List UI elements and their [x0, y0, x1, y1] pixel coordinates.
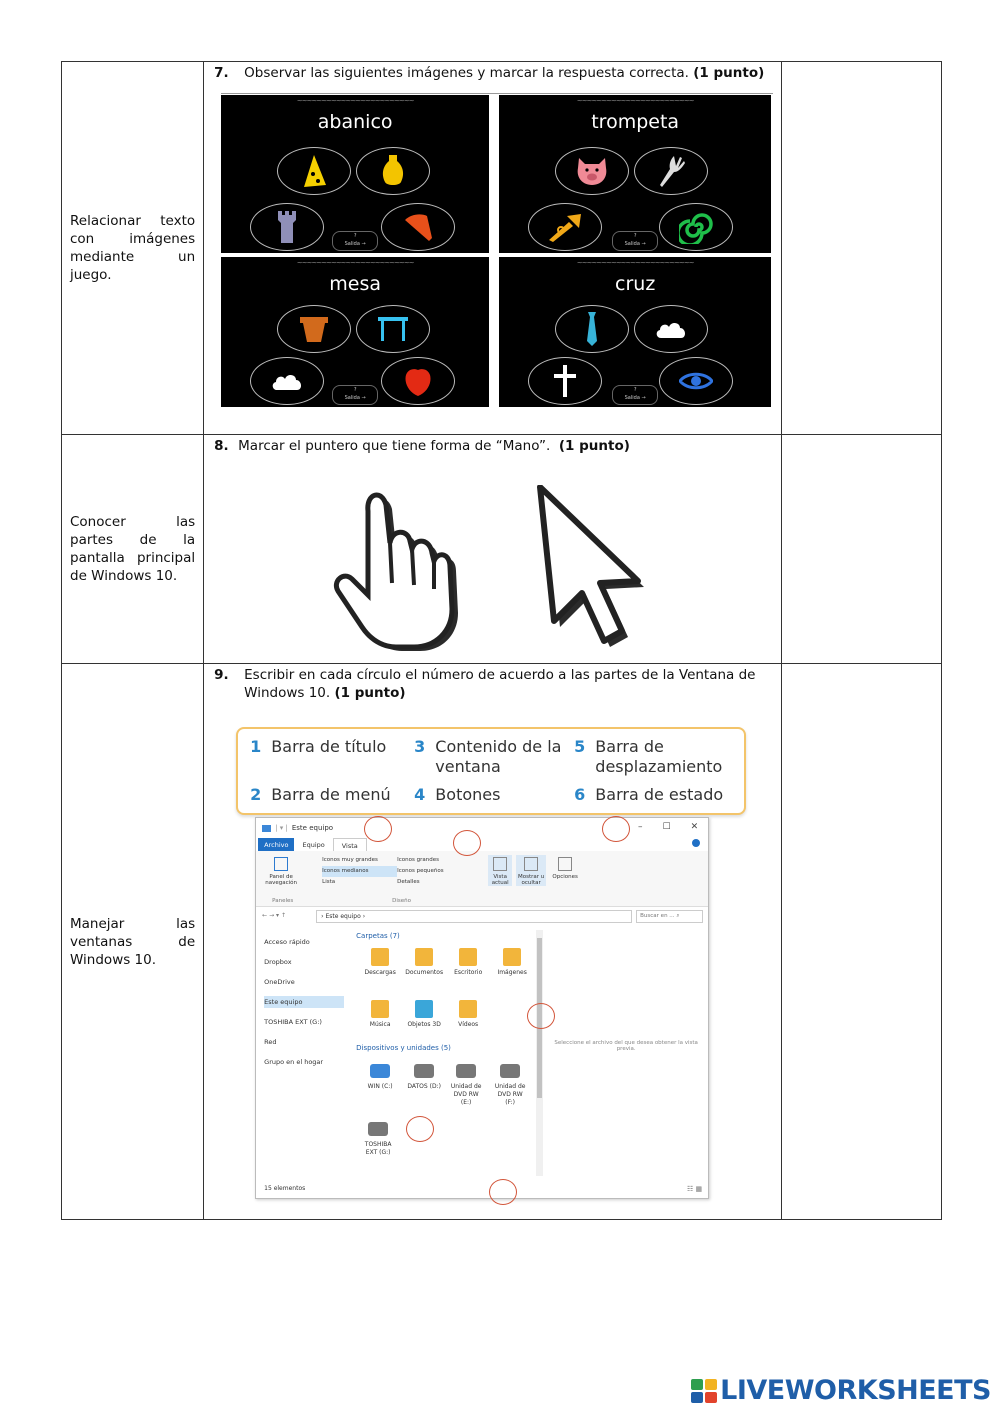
- address-bar[interactable]: › Este equipo ›: [316, 910, 632, 923]
- option-pig[interactable]: [555, 147, 629, 195]
- objective-text: Manejar las ventanas de Windows 10.: [70, 915, 196, 968]
- legend-item: 3 Contenido de la ventana: [414, 737, 562, 776]
- question-number: 7.: [214, 65, 229, 81]
- folder-icon: [371, 948, 389, 966]
- nav-item[interactable]: Red: [264, 1038, 277, 1046]
- devices-header[interactable]: Dispositivos y unidades (5): [356, 1044, 451, 1052]
- table-icon: [377, 316, 409, 342]
- nav-item[interactable]: Dropbox: [264, 958, 292, 966]
- folder-item[interactable]: Vídeos: [448, 1000, 488, 1029]
- objective-cell: [62, 435, 204, 664]
- fork-icon: [656, 154, 686, 188]
- drive-item[interactable]: Unidad de DVD RW (E:): [448, 1064, 484, 1107]
- salida-button[interactable]: ? Salida →: [332, 385, 378, 405]
- answer-circle[interactable]: [453, 830, 481, 856]
- game-panel-abanico: ~~~~~~~~~~~~~~~~~~~~~~~~ abanico ? Salida →: [221, 95, 489, 253]
- answer-circle[interactable]: [489, 1179, 517, 1205]
- search-icon: ⌕: [676, 913, 680, 919]
- question-text: Observar las siguientes imágenes y marcar la respuesta correcta.: [244, 65, 689, 81]
- drive-item[interactable]: Unidad de DVD RW (F:): [492, 1064, 528, 1107]
- question-points: (1 punto): [334, 685, 406, 701]
- option-vase[interactable]: [356, 147, 430, 195]
- game-panel-trompeta: ~~~~~~~~~~~~~~~~~~~~~~~~ trompeta ? Salida →: [499, 95, 771, 253]
- answer-circle[interactable]: [602, 816, 630, 842]
- folder-icon: [503, 948, 521, 966]
- liveworksheets-logo-icon: [690, 1378, 718, 1404]
- legend-item: 1 Barra de título: [250, 737, 387, 756]
- brand-text: LIVEWORKSHEETS: [720, 1375, 991, 1406]
- nav-item[interactable]: Acceso rápido: [264, 938, 310, 946]
- tower-icon: [277, 210, 297, 244]
- panel-word: cruz: [615, 273, 656, 295]
- game-panels: [221, 93, 773, 407]
- folder-item[interactable]: Imágenes: [492, 948, 532, 977]
- title-bar: | ▾ | Este equipo: [262, 824, 333, 832]
- cloud-icon: [655, 319, 687, 339]
- dvd-icon: [456, 1064, 476, 1078]
- option-pot[interactable]: [277, 305, 351, 353]
- tab-equipo[interactable]: Equipo: [302, 841, 325, 849]
- ribbon: Panel de navegación Iconos muy grandes Iconos grandes Iconos medianos Iconos pequeños Lista Detalles Vista actual Mostrar u ocultar Opciones Paneles Diseño: [256, 851, 708, 907]
- option-cloud[interactable]: [634, 305, 708, 353]
- drive-icon: [414, 1064, 434, 1078]
- panel-word: trompeta: [591, 111, 680, 133]
- panel-word: abanico: [317, 111, 393, 133]
- drive-icon: [370, 1064, 390, 1078]
- question-points: (1 punto): [558, 438, 630, 454]
- game-panel-cruz: ~~~~~~~~~~~~~~~~~~~~~~~~ cruz ? Salida →: [499, 257, 771, 407]
- question-7: [204, 62, 781, 82]
- option-tower[interactable]: [250, 203, 324, 251]
- folders-header[interactable]: Carpetas (7): [356, 932, 400, 940]
- option-cheese[interactable]: [277, 147, 351, 195]
- option-trumpet[interactable]: [528, 203, 602, 251]
- drive-item[interactable]: TOSHIBA EXT (G:): [360, 1122, 396, 1157]
- maximize-icon[interactable]: ☐: [662, 822, 671, 832]
- layout-options: Iconos muy grandes Iconos grandes Iconos medianos Iconos pequeños Lista Detalles: [322, 857, 444, 885]
- eye-icon: [679, 371, 713, 391]
- explorer-window: [255, 817, 709, 1199]
- option-fan[interactable]: [381, 203, 455, 251]
- legend-item: 6 Barra de estado: [574, 785, 724, 804]
- objective-cell: [62, 664, 204, 1220]
- question-cell: [204, 62, 782, 435]
- objective-text: Conocer las partes de la pantalla principal de Windows 10.: [70, 514, 196, 584]
- window-title: Este equipo: [291, 824, 334, 832]
- search-input[interactable]: Buscar en ... ⌕: [636, 910, 703, 923]
- hand-pointer-icon[interactable]: [332, 485, 464, 655]
- option-fork[interactable]: [634, 147, 708, 195]
- option-eye[interactable]: [659, 357, 733, 405]
- option-table[interactable]: [356, 305, 430, 353]
- answer-circle[interactable]: [364, 816, 392, 842]
- panel-word: mesa: [329, 273, 382, 295]
- folder-icon: [371, 1000, 389, 1018]
- legend-item: 4 Botones: [414, 785, 501, 804]
- cloud-icon: [271, 371, 303, 391]
- question-row-8: [62, 435, 942, 664]
- cross-icon: [553, 364, 577, 398]
- nav-item[interactable]: Grupo en el hogar: [264, 1058, 324, 1066]
- salida-button[interactable]: ? Salida →: [332, 231, 378, 251]
- folder-item[interactable]: Escritorio: [448, 948, 488, 977]
- salida-button[interactable]: ? Salida →: [612, 231, 658, 251]
- worksheet-table: [61, 61, 942, 1220]
- fan-icon: [403, 212, 433, 242]
- drive-item[interactable]: DATOS (D:): [404, 1064, 444, 1091]
- question-cell: [204, 664, 782, 1220]
- spiral-icon: [679, 210, 713, 244]
- options-button[interactable]: Opciones: [550, 855, 580, 880]
- folder-icon: [415, 1000, 433, 1018]
- tab-vista[interactable]: Vista: [333, 838, 367, 853]
- option-strawberry[interactable]: [381, 357, 455, 405]
- preview-message: Seleccione el archivo del que desea obtener la vista previa.: [554, 1040, 698, 1052]
- strawberry-icon: [403, 365, 433, 397]
- objective-text: Relacionar texto con imágenes mediante un juego.: [70, 213, 196, 283]
- legend-item: 2 Barra de menú: [250, 785, 391, 804]
- nav-arrows[interactable]: ← → ▾ ↑: [262, 912, 286, 919]
- tab-archivo[interactable]: Archivo: [258, 838, 294, 853]
- folder-item[interactable]: Descargas: [360, 948, 400, 977]
- status-text: 15 elementos: [264, 1185, 306, 1192]
- close-icon[interactable]: ✕: [690, 822, 699, 832]
- answer-circle[interactable]: [527, 1003, 555, 1029]
- tie-icon: [584, 311, 600, 347]
- trumpet-icon: [547, 212, 583, 242]
- liveworksheets-logo: [690, 1375, 991, 1406]
- folder-icon: [459, 1000, 477, 1018]
- question-text: Marcar el puntero que tiene forma de “Mano”.: [238, 438, 551, 454]
- question-row-9: [62, 664, 942, 1220]
- folder-item[interactable]: Objetos 3D: [404, 1000, 444, 1029]
- drive-icon: [368, 1122, 388, 1136]
- question-cell: [204, 435, 782, 664]
- score-cell[interactable]: [781, 62, 941, 435]
- legend-item: 5 Barra de desplazamiento: [574, 737, 723, 776]
- option-cloud[interactable]: [250, 357, 324, 405]
- question-text: Escribir en cada círculo el número de acuerdo a las partes de la Ventana de Windows 10.: [244, 667, 756, 701]
- nav-item-selected[interactable]: Este equipo: [264, 996, 344, 1008]
- option-cross[interactable]: [528, 357, 602, 405]
- objective-cell: [62, 62, 204, 435]
- scrollbar[interactable]: [536, 930, 543, 1176]
- cheese-icon: [301, 154, 327, 188]
- navigation-pane-button[interactable]: Panel de navegación: [264, 857, 298, 886]
- score-cell[interactable]: [781, 664, 941, 1220]
- question-number: 9.: [214, 667, 229, 683]
- question-points: (1 punto): [693, 65, 765, 81]
- window-controls: [638, 822, 698, 832]
- view-toggle-icon[interactable]: ☷ ▦: [687, 1185, 703, 1193]
- question-8: [204, 435, 781, 455]
- option-spiral[interactable]: [659, 203, 733, 251]
- question-row-7: [62, 62, 942, 435]
- folder-icon: [459, 948, 477, 966]
- pot-icon: [299, 315, 329, 343]
- dvd-icon: [500, 1064, 520, 1078]
- pig-icon: [575, 156, 609, 186]
- legend-box: [236, 727, 746, 815]
- nav-item[interactable]: TOSHIBA EXT (G:): [264, 1018, 322, 1026]
- vase-icon: [381, 154, 405, 188]
- folder-item[interactable]: Documentos: [404, 948, 444, 977]
- drive-item[interactable]: WIN (C:): [360, 1064, 400, 1091]
- computer-icon: [262, 825, 271, 832]
- salida-button[interactable]: ? Salida →: [612, 385, 658, 405]
- current-view-button[interactable]: Vista actual: [488, 855, 512, 886]
- score-cell[interactable]: [781, 435, 941, 664]
- nav-item[interactable]: OneDrive: [264, 978, 295, 986]
- minimize-icon[interactable]: –: [638, 822, 643, 832]
- folder-item[interactable]: Música: [360, 1000, 400, 1029]
- question-9: [204, 664, 781, 702]
- arrow-pointer-icon[interactable]: [534, 485, 652, 655]
- question-number: 8.: [214, 438, 229, 454]
- game-panel-mesa: ~~~~~~~~~~~~~~~~~~~~~~~~ mesa ? Salida →: [221, 257, 489, 407]
- answer-circle[interactable]: [406, 1116, 434, 1142]
- help-icon[interactable]: [692, 839, 700, 847]
- show-hide-button[interactable]: Mostrar u ocultar: [516, 855, 546, 886]
- folder-icon: [415, 948, 433, 966]
- option-tie[interactable]: [555, 305, 629, 353]
